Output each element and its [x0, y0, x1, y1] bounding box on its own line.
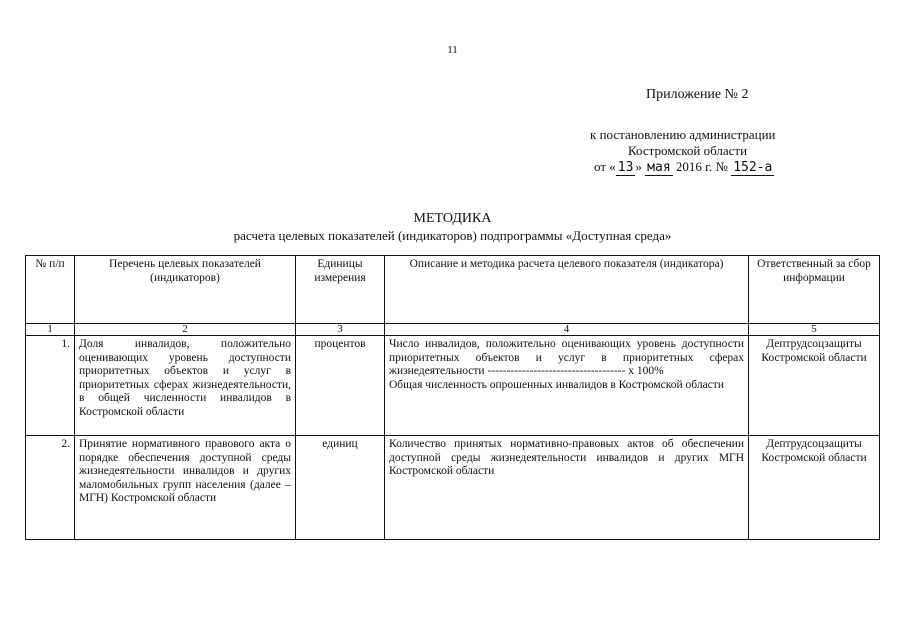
column-number: 2	[75, 324, 296, 336]
handwritten-number: 152-а	[733, 160, 773, 175]
methodology-table	[25, 255, 880, 540]
description	[385, 436, 749, 540]
column-number: 1	[26, 324, 75, 336]
responsible: Дептрудсоцзащиты Костромской области	[749, 336, 880, 436]
header-cell-number: № п/п	[26, 256, 75, 324]
unit: единиц	[296, 436, 385, 540]
column-number: 4	[385, 324, 749, 336]
header-cell-indicators: Перечень целевых показателей (индикаторов)	[75, 256, 296, 324]
unit: процентов	[296, 336, 385, 436]
header-cell-units: Единицы измерения	[296, 256, 385, 324]
title-sub: расчета целевых показателей (индикаторов) подпрограммы «Доступная среда»	[233, 228, 672, 243]
column-number: 3	[296, 324, 385, 336]
header-cell-description: Описание и методика расчета целевого показателя (индикатора)	[385, 256, 749, 324]
description	[385, 336, 749, 436]
responsible: Дептрудсоцзащиты Костромской области	[749, 436, 880, 540]
table-row	[26, 336, 880, 436]
indicator-name: Принятие нормативного правового акта о порядке обеспечения доступной среды жизнедеятельности инвалидов и других маломобильных групп населения (далее – МГН) Костромской области	[75, 436, 296, 540]
description-line-2: Общая численность опрошенных инвалидов в Костромской области	[389, 378, 724, 391]
column-number: 5	[749, 324, 880, 336]
handwritten-day: 13	[617, 160, 634, 175]
year-text: 2016 г. №	[675, 159, 728, 174]
document-title	[0, 210, 905, 244]
appendix-date-line	[590, 159, 776, 176]
title-main: МЕТОДИКА	[413, 211, 492, 226]
table-row	[26, 436, 880, 540]
row-number: 2.	[26, 436, 75, 540]
column-number-row	[26, 324, 880, 336]
page-number: 11	[447, 44, 458, 56]
description-line-1: Число инвалидов, положительно оценивающих уровень доступности приоритетных объектов и услуг в приоритетных сферах жизнедеятельности ------------------------------------ х 100%	[389, 338, 744, 377]
description-line-1: Количество принятых нормативно-правовых актов об обеспечении доступной среды жизнедеятельности инвалидов и других МГН Костромской области	[389, 438, 744, 477]
appendix-line-1: к постановлению администрации	[590, 127, 776, 142]
appendix-reference	[590, 127, 776, 176]
date-prefix: от «	[594, 159, 616, 174]
row-number: 1.	[26, 336, 75, 436]
appendix-line-2: Костромской области	[628, 143, 748, 158]
handwritten-month: мая	[647, 160, 671, 175]
table-header-row	[26, 256, 880, 324]
indicator-name: Доля инвалидов, положительно оценивающих уровень доступности приоритетных объектов и услуг в приоритетных сферах жизнедеятельности, в общей численности инвалидов в Костромской области	[75, 336, 296, 436]
date-mid: »	[635, 159, 642, 174]
header-cell-responsible: Ответственный за сбор информации	[749, 256, 880, 324]
appendix-title: Приложение № 2	[646, 87, 749, 102]
